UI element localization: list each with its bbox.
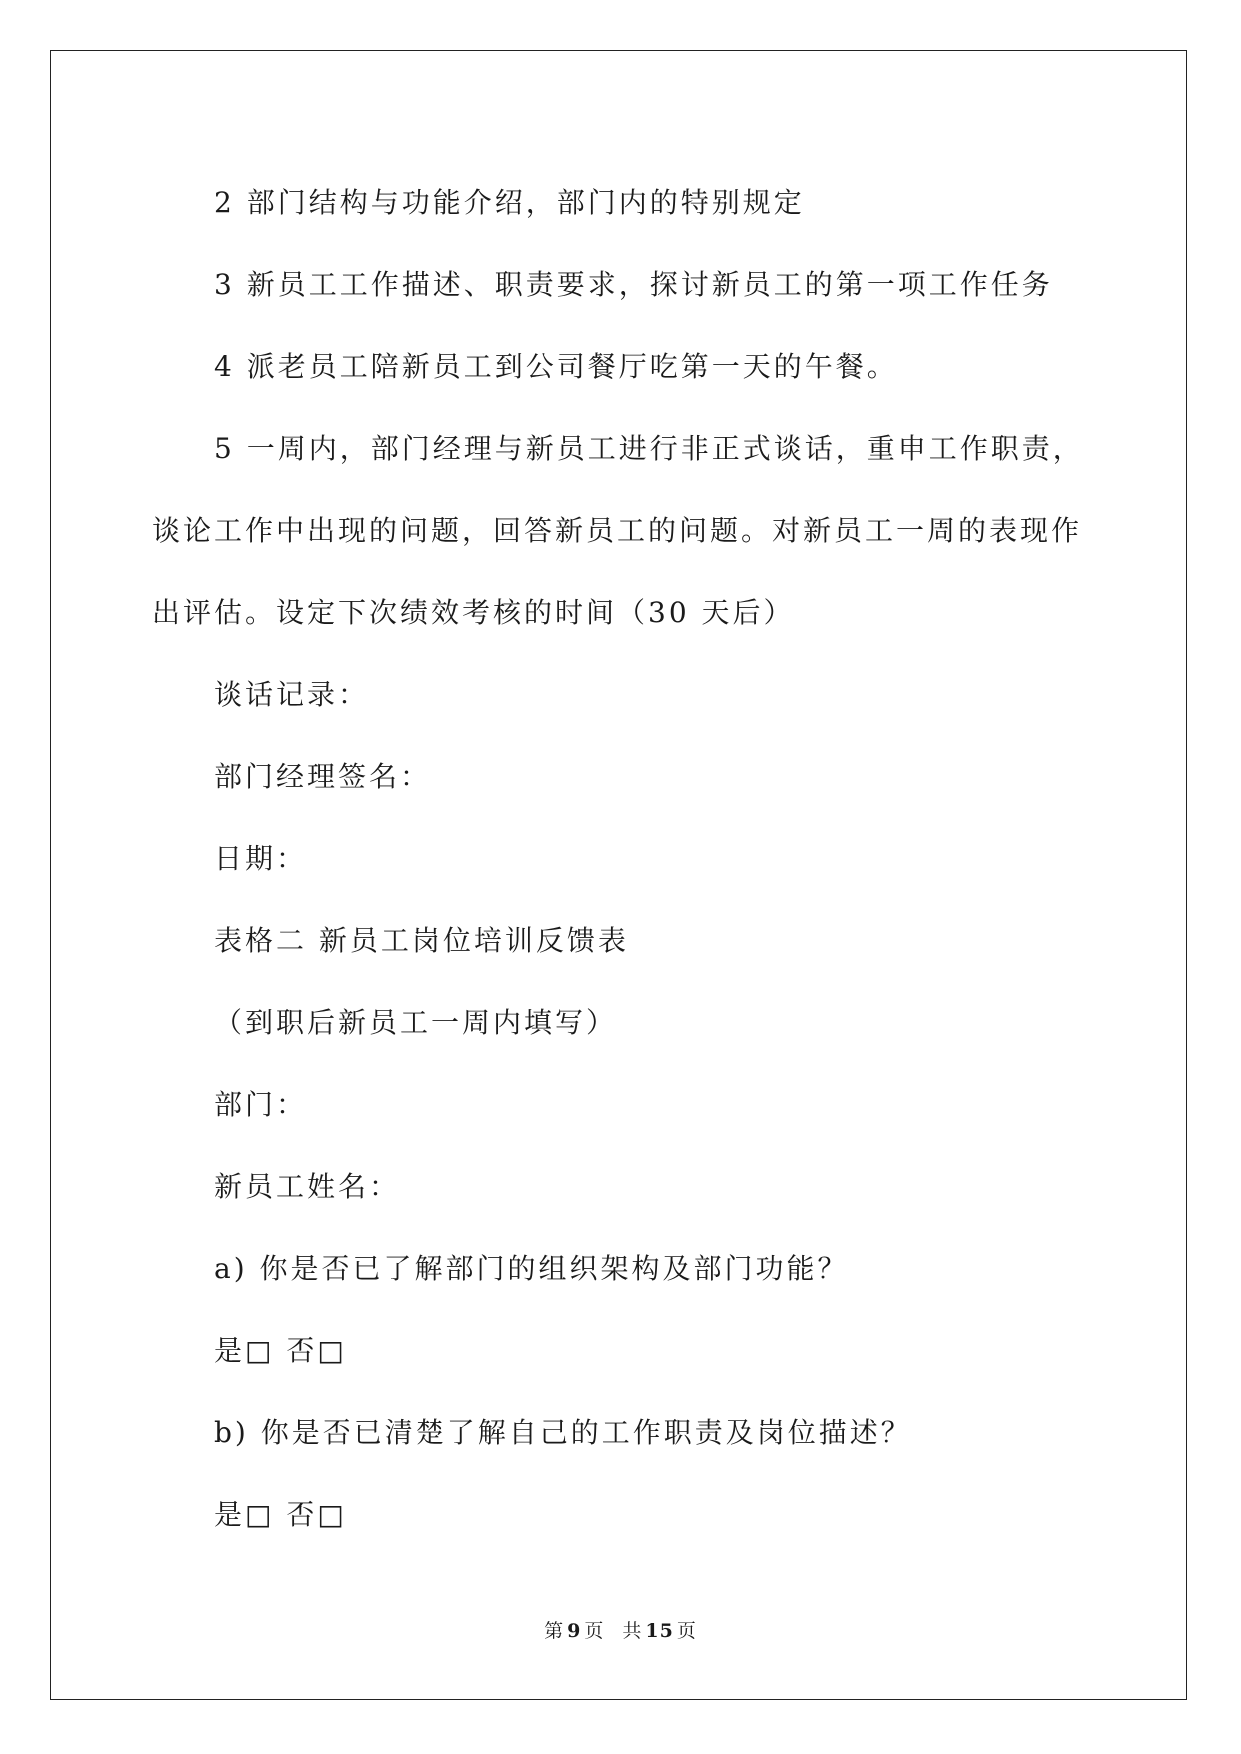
answer-b-checkboxes: 是□ 否□: [214, 1498, 347, 1531]
employee-name-label: 新员工姓名：: [214, 1170, 401, 1203]
footer-total-prefix: 共: [622, 1620, 643, 1642]
manager-signature-label: 部门经理签名：: [214, 760, 432, 793]
paragraph-item-3: 3 新员工工作描述、职责要求，探讨新员工的第一项工作任务: [214, 268, 1053, 301]
date-label: 日期：: [214, 842, 308, 875]
answer-a-checkboxes: 是□ 否□: [214, 1334, 347, 1367]
paragraph-item-5-line-3: 出评估。设定下次绩效考核的时间（30 天后）: [152, 596, 795, 629]
paragraph-item-5-line-1: 5 一周内，部门经理与新员工进行非正式谈话，重申工作职责，: [214, 432, 1084, 465]
total-pages-number: 15: [645, 1620, 674, 1642]
paragraph-item-5-line-2: 谈论工作中出现的问题，回答新员工的问题。对新员工一周的表现作: [152, 514, 1083, 547]
document-body: [152, 162, 1092, 1556]
footer-prefix: 第: [544, 1620, 565, 1642]
page-footer: [0, 1618, 1241, 1644]
question-b: b) 你是否已清楚了解自己的工作职责及岗位描述？: [214, 1416, 912, 1449]
department-label: 部门：: [214, 1088, 308, 1121]
question-a: a) 你是否已了解部门的组织架构及部门功能？: [214, 1252, 849, 1285]
footer-page-word: 页: [584, 1620, 605, 1642]
current-page-number: 9: [567, 1620, 582, 1642]
footer-total-suffix: 页: [676, 1620, 697, 1642]
paragraph-item-2: 2 部门结构与功能介绍，部门内的特别规定: [214, 186, 805, 219]
paragraph-item-4: 4 派老员工陪新员工到公司餐厅吃第一天的午餐。: [214, 350, 898, 383]
form-two-title: 表格二 新员工岗位培训反馈表: [214, 924, 629, 957]
conversation-record-label: 谈话记录：: [214, 678, 370, 711]
form-two-note: （到职后新员工一周内填写）: [214, 1006, 618, 1039]
